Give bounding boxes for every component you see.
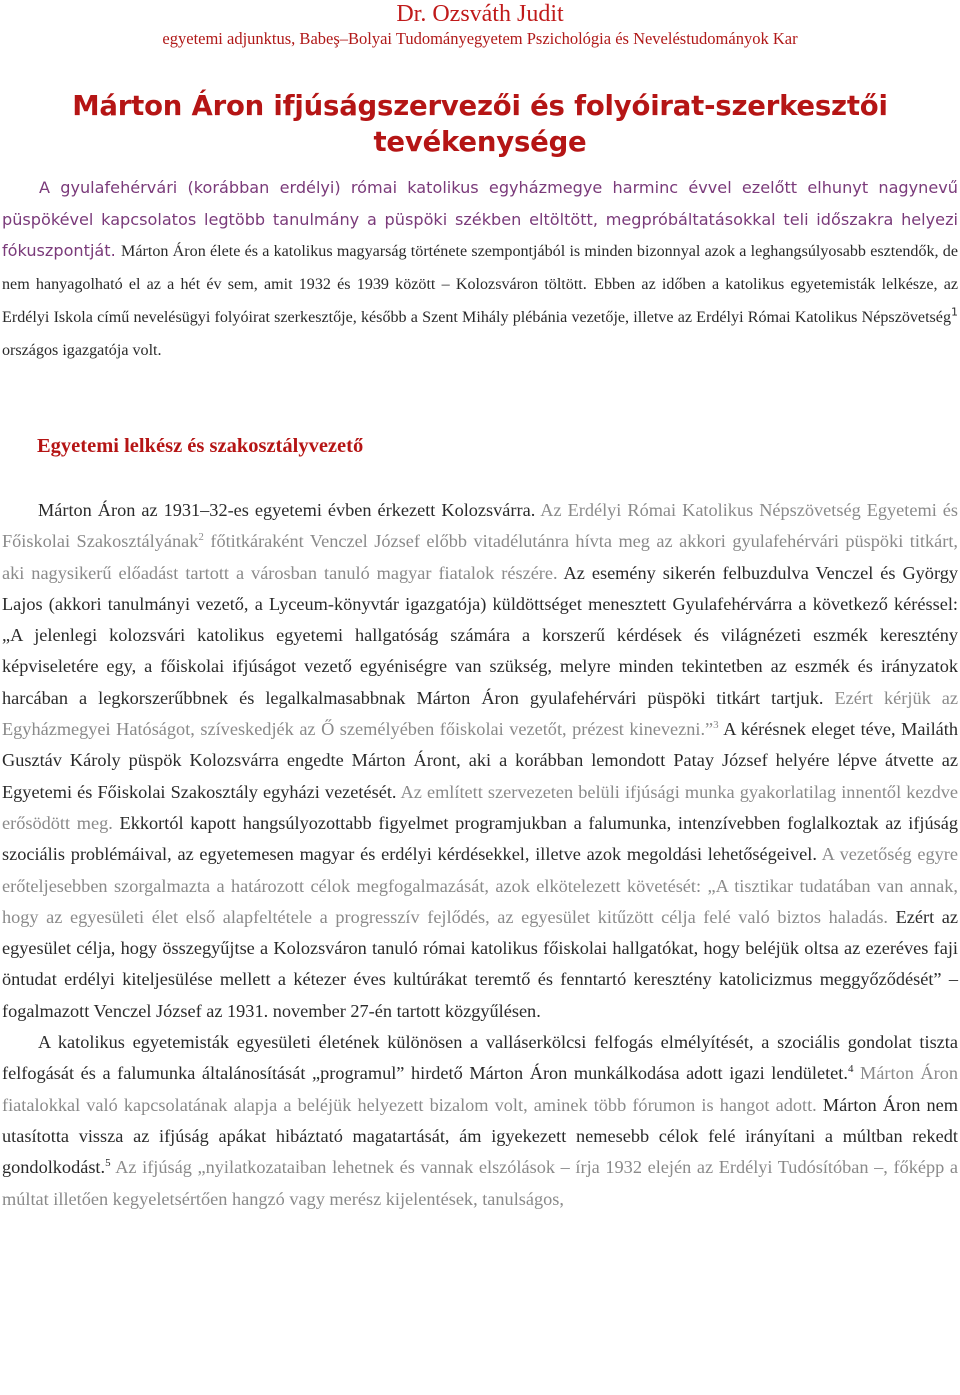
author-name: Dr. Ozsváth Judit xyxy=(396,1,564,27)
sentence: Ekkortól kapott hangsúlyozottabb figyelmet programjukban a falumunka, intenzívebben foglalkoztak az ifjúság szociális problémáival, az egyetemesen magyar és erdélyi kérdésekkel, illetve azok megoldási lehetőségeivel. xyxy=(2,812,959,865)
sentence: Márton Áron az 1931–32-es egyetemi évben érkezett Kolozsvárra. xyxy=(38,500,536,520)
footnote-ref-2[interactable]: 2 xyxy=(198,531,204,544)
abstract-sentence: Ebben az időben a katolikus egyetemisták lelkésze, az Erdélyi Iskola című nevelésügyi folyóirat szerkesztője, később a Szent Mihály plébánia vezetője, illetve az Erdélyi Római Katolikus Népszövetség xyxy=(2,276,958,326)
sentence: Az ifjúság „nyilatkozataiban lehetnek és vannak elszólások – írja 1932 elején az Erdélyi Tudósítóban –, főképp a múltat illetően kegyeletsértően hangzó vagy merész kijelentések, tanulságos, xyxy=(2,1157,958,1209)
sentence: Márton Áron nem utasította vissza az ifjúság apákat hibáztató magatartását, ám igyekezett nemesebb célok felé irányítani a múltban rekedt gondolkodást. xyxy=(2,1094,958,1178)
sentence: A kérésnek eleget téve, Mailáth Gusztáv Károly püspök Kolozsvárra engedte Márton Áront, aki a korábban lemondott Patay József helyére lépve átvette az Egyetemi és Főiskolai Szakosztály egyházi vezetését. xyxy=(2,719,958,802)
sentence: Márton Áron fiatalokkal való kapcsolatának alapja a beléjük helyezett bizalom volt, aminek több fórumon is hangot adott. xyxy=(2,1063,958,1115)
abstract-sentence: A gyulafehérvári (korábban erdélyi) római katolikus egyházmegye harminc évvel ezelőtt elhunyt nagynevű püspökével kapcsolatos legtöbb tanulmány a püspöki székben eltöltött, megpróbáltatásokkal teli időszakra helyezi fókuszpontját. xyxy=(2,178,958,261)
section-heading: Egyetemi lelkész és szakosztályvezető xyxy=(37,435,364,457)
body-paragraph xyxy=(2,1027,958,1215)
abstract-sentence: Márton Áron élete és a katolikus magyarság története szempontjából is minden bizonnyal azok a leghangsúlyosabb esztendők, de nem hanyagolható el az a hét év sem, amit 1932 és 1939 között – Kolozsváron töltött. xyxy=(2,243,958,294)
abstract-paragraph xyxy=(2,172,958,366)
sentence: Ezért az egyesület célja, hogy összegyűjtse a Kolozsváron tanuló római katolikus főiskolai hallgatókat, hogy beléjük oltsa az ezeréves faji öntudat erdélyi kiteljesülése mellett a kétezer éves kultúrákat teremtő és fenntartó keresztény katolicizmus meggyőződését” – fogalmazott Venczel József az 1931. november 27-én tartott közgyűlésen. xyxy=(2,906,959,1021)
body-text xyxy=(2,495,958,1215)
footnote-ref-4[interactable]: 4 xyxy=(847,1063,854,1076)
footnote-ref-1[interactable]: 1 xyxy=(951,305,958,319)
sentence: Az említett szervezeten belüli ifjúsági munka gyakorlatilag innentől kezdve erősödött meg. xyxy=(2,781,958,833)
footnote-ref-3[interactable]: 3 xyxy=(713,718,719,731)
footnote-ref-5[interactable]: 5 xyxy=(105,1157,111,1170)
sentence: Ezért kérjük az Egyházmegyei Hatóságot, szíveskedjék az Ő személyében főiskolai vezetőt, prézest kinevezni.” xyxy=(2,687,958,740)
body-paragraph xyxy=(2,495,958,1027)
abstract-sentence: országos igazgatója volt. xyxy=(2,341,162,359)
sentence: A vezetőség egyre erőteljesebben szorgalmazta a határozott célok megfogalmazását, azok elkötelezett követését: „A tisztikar tudatában van annak, hogy az egyesületi élet első alapfeltétele a progresszív fejlődés, az egyesület kitűzött célja felé való biztos haladás. xyxy=(2,844,958,927)
sentence: A katolikus egyetemisták egyesületi életének különösen a valláserkölcsi felfogás elmélyítését, a szociális gondolat tiszta felfogását és a falumunka általánosítását „programul” hirdető Márton Áron munkálkodása adott igazi lendületet. xyxy=(2,1032,958,1084)
sentence: főtitkáraként Venczel József előbb vitadélutánra hívta meg az akkori gyulafehérvári püspöki titkárt, aki nagysikerű előadást tartott a városban tanuló magyar fiatalok részére. xyxy=(2,531,959,583)
sentence: Az Erdélyi Római Katolikus Népszövetség Egyetemi és Főiskolai Szakosztályának xyxy=(2,500,958,552)
sentence: Az esemény sikerén felbuzdulva Venczel és György Lajos (akkori tanulmányi vezető, a Lyceum-könyvtár igazgatója) küldöttséget menesztett Gyulafehérvárra a következő kéréssel: „A jelenlegi kolozsvári katolikus egyetemi hallgatóság számára a korszerű kérdések és világnézeti eszmék keresztény képviseletére egy, a főiskolai ifjúságot vezető egyéniségre van szükség, melyre minden tekintetben az eszmék és irányzatok harcában a legkorszerűbbnek és legalkalmasabbnak Márton Áron gyulafehérvári püspöki titkárt tartjuk. xyxy=(2,562,958,708)
author-affiliation: egyetemi adjunktus, Babeş–Bolyai Tudományegyetem Pszichológia és Neveléstudományok Kar xyxy=(162,29,798,48)
article-title: Márton Áron ifjúságszervezői és folyóirat-szerkesztői tevékenysége xyxy=(72,90,888,158)
